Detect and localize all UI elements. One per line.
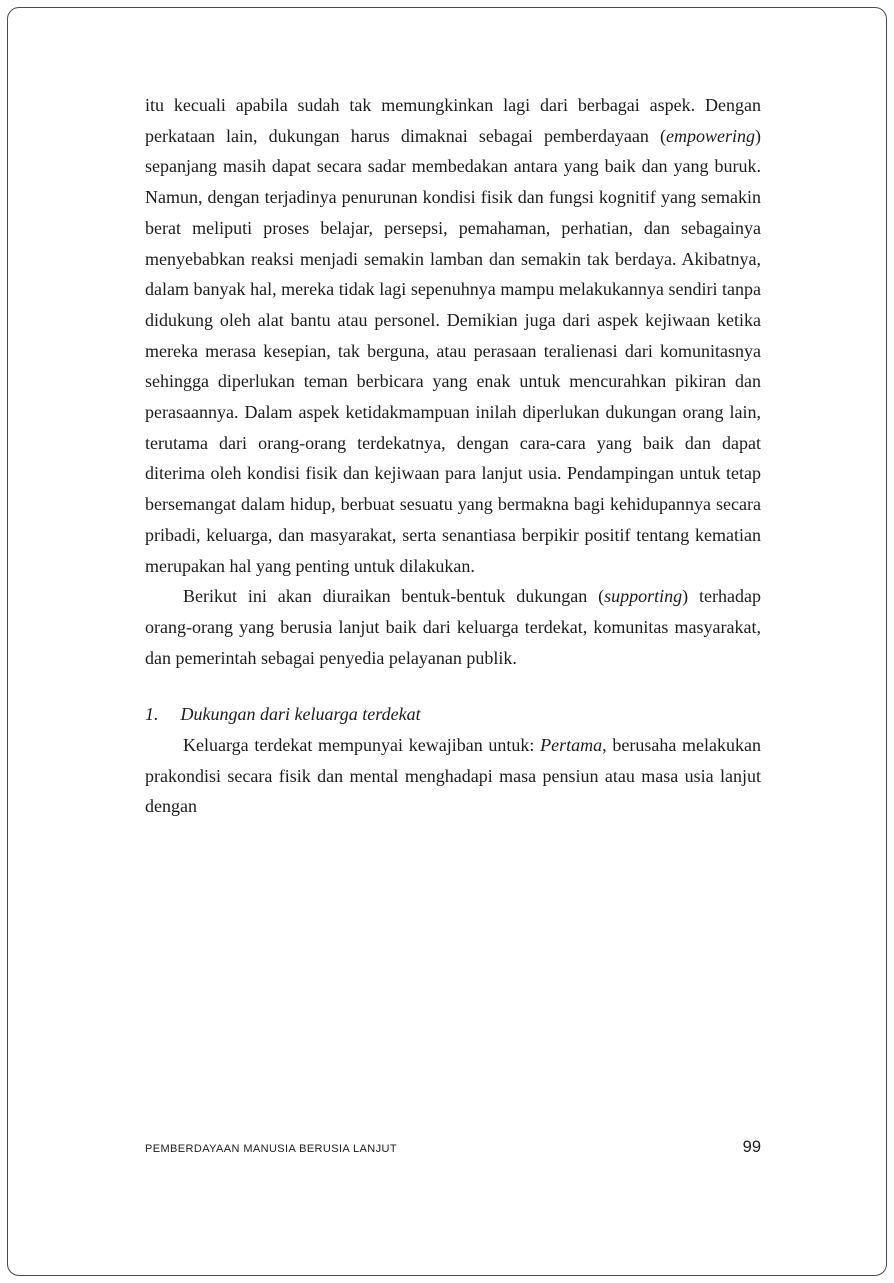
text-run: empowering: [666, 125, 755, 146]
text-run: ) terhadap orang-orang yang berusia lanjut baik dari keluarga terdekat, komunitas masyarakat, dan pemerintah sebagai penyedia pelayanan publik.: [145, 586, 762, 668]
text-run: Pertama: [540, 735, 603, 756]
page-footer: [145, 1138, 761, 1157]
paragraph: [145, 90, 761, 581]
text-run: 1.: [145, 704, 159, 725]
text-run: , berusaha melakukan prakondisi secara fisik dan mental menghadapi masa pensiun atau masa usia lanjut dengan: [145, 735, 761, 817]
text-run: ) sepanjang masih dapat secara sadar membedakan antara yang baik dan yang buruk. Namun, dengan terjadinya penurunan kondisi fisik dan fungsi kognitif yang semakin berat meliputi proses belajar, persepsi, pemahaman, perhatian, dan sebagainya menyebabkan reaksi menjadi semakin lamban dan semakin tak berdaya. Akibatnya, dalam banyak hal, mereka tidak lagi sepenuhnya mampu melakukannya sendiri tanpa didukung oleh alat bantu atau personel. Demikian juga dari aspek kejiwaan ketika mereka merasa kesepian, tak berguna, atau perasaan teralienasi dari komunitasnya sehingga diperlukan teman berbicara yang enak untuk mencurahkan pikiran dan perasaannya. Dalam aspek ketidakmampuan inilah diperlukan dukungan orang lain, terutama dari orang-orang terdekatnya, dengan cara-cara yang baik dan dapat diterima oleh kondisi fisik dan kejiwaan para lanjut usia. Pendampingan untuk tetap bersemangat dalam hidup, berbuat sesuatu yang bermakna bagi kehidupannya secara pribadi, keluarga, dan masyarakat, serta senantiasa berpikir positif tentang kematian merupakan hal yang penting untuk dilakukan.: [145, 125, 761, 576]
page-number: 99: [742, 1138, 761, 1156]
text-run: itu kecuali apabila sudah tak memungkinkan lagi dari berbagai aspek. Dengan perkataan lain, dukungan harus dimaknai sebagai pemberdayaan (: [145, 95, 761, 146]
running-title: PEMBERDAYAAN MANUSIA BERUSIA LANJUT: [145, 1143, 397, 1155]
section-heading: [145, 699, 761, 730]
page-body: [145, 90, 761, 822]
text-run: Keluarga terdekat mempunyai kewajiban untuk:: [183, 735, 541, 756]
text-run: Berikut ini akan diuraikan bentuk-bentuk dukungan (: [183, 586, 605, 607]
paragraph: [145, 581, 761, 673]
text-run: supporting: [604, 586, 683, 607]
paragraph: [145, 730, 761, 822]
text-run: Dukungan dari keluarga terdekat: [180, 704, 421, 725]
